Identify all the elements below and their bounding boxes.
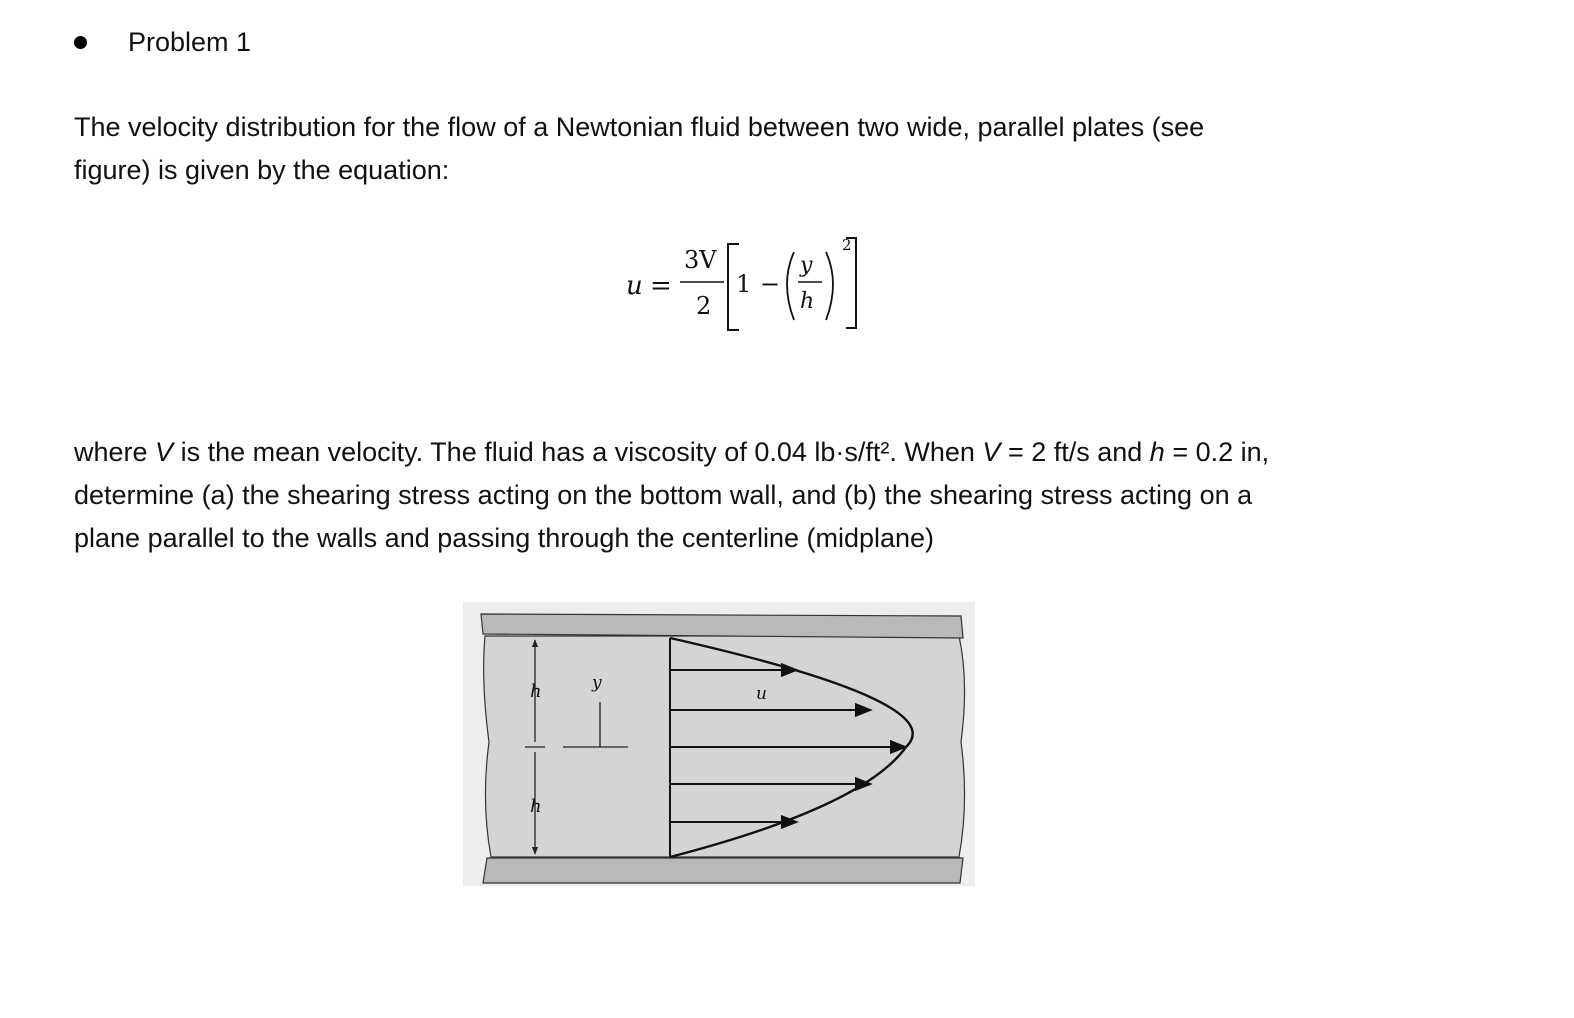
eq-lhs-u: u [626,271,643,301]
intro-paragraph [74,106,1514,192]
eq-left-paren [787,252,794,320]
eq-ratio-bottom: h [800,289,815,314]
bullet-marker [72,22,87,62]
eq-ratio-top: y [800,253,813,278]
intro-line-2: figure) is given by the equation: [74,155,450,185]
var-h: h [1149,437,1165,467]
eq-numerator: 3V [684,246,717,274]
body-line-2: determine (a) the shearing stress acting on the bottom wall, and (b) the shearing stress acting on a [74,480,1253,510]
eq-one: 1 [736,270,752,298]
var-V: V [155,437,174,467]
var-V-2: V [982,437,1001,467]
label-h-top: h [530,681,542,702]
bottom-plate [483,858,963,883]
bullet-dot-icon [74,36,87,49]
top-plate [481,614,963,638]
eq-minus: − [760,270,781,298]
intro-line-1: The velocity distribution for the flow of a Newtonian fluid between two wide, parallel plates (see [74,112,1205,142]
eq-right-paren [826,252,833,320]
parallel-plates-figure [463,602,975,886]
body-line-3: plane parallel to the walls and passing through the centerline (midplane) [74,523,935,553]
label-y: y [592,673,602,693]
problem-paragraph [74,431,1514,560]
eq-exponent: 2 [842,236,852,254]
label-h-bottom: h [530,796,542,817]
eq-equals: = [650,271,672,301]
body-line-1: where V is the mean velocity. The fluid has a viscosity of 0.04 lb·s/ft². When V = 2 ft/s and h = 0.2 in, [74,437,1270,467]
eq-denominator: 2 [696,292,712,320]
problem-title: Problem 1 [128,27,252,57]
velocity-equation [620,228,870,338]
label-u: u [756,684,767,704]
